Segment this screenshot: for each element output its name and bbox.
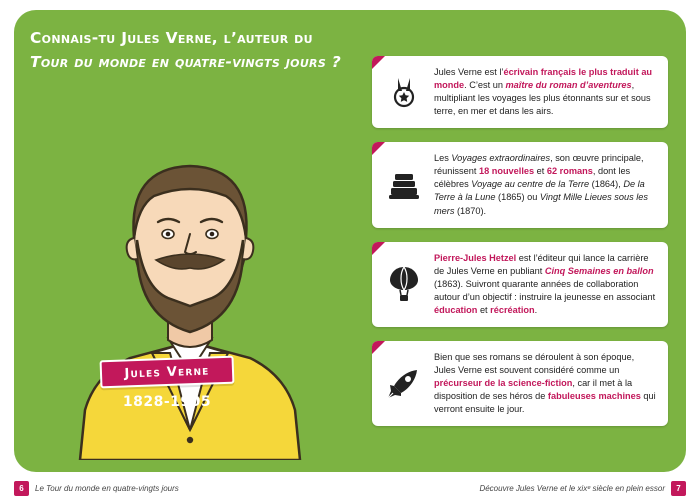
books-icon: [384, 165, 424, 205]
page-title-line-2: Tour du monde en quatre-vingts jours ?: [30, 53, 342, 72]
footer-left-text: Le Tour du monde en quatre-vingts jours: [35, 484, 179, 493]
info-card-text: Les Voyages extraordinaires, son œuvre principale, réunissent 18 nouvelles et 62 romans, dont les célèbres Voyage au centre de la Terre (1864), De la Terre à la Lune (1865) ou Vingt Mille Lieues sous les mers (1870).: [434, 153, 649, 216]
page-title-line-1: Connais-tu Jules Verne, l’auteur du: [30, 29, 313, 47]
corner-fold-icon: [372, 242, 385, 255]
info-cards-column: [372, 56, 668, 440]
footer-right: [479, 481, 686, 496]
info-card: [372, 341, 668, 426]
page-number-left: 6: [14, 481, 29, 496]
corner-fold-icon: [372, 142, 385, 155]
info-card: [372, 242, 668, 327]
corner-fold-icon: [372, 56, 385, 69]
info-card: [372, 56, 668, 128]
name-plaque: [100, 356, 235, 389]
footer-right-text: Découvre Jules Verne et le xixᵉ siècle en plein essor: [479, 484, 665, 493]
hot-air-balloon-icon: [384, 264, 424, 304]
info-card-text: Pierre-Jules Hetzel est l’éditeur qui lance la carrière de Jules Verne en publiant Cinq Semaines en ballon (1863). Suivront quarante années de collaboration autour d’un objectif : instruire la jeunesse en associant éducation et récréation.: [434, 252, 656, 315]
name-plaque-label: Jules Verne: [124, 363, 210, 381]
page-number-right: 7: [671, 481, 686, 496]
life-dates: 1828-1905: [122, 394, 212, 410]
footer-left: [14, 481, 179, 496]
info-card: [372, 142, 668, 227]
page-title: [30, 26, 350, 74]
info-card-text: Bien que ses romans se déroulent à son époque, Jules Verne est souvent considéré comme un précurseur de la science-fiction, car il met à la disposition de ses héros de fabuleuses machines qui verront ensuite le jour.: [434, 351, 656, 415]
medal-icon: [384, 72, 424, 112]
corner-fold-icon: [372, 341, 385, 354]
info-card-text: Jules Verne est l’écrivain français le plus traduit au monde. C’est un maître du roman d’aventures, multipliant les voyages les plus étonnants sur et sous terre, en mer et dans les airs.: [434, 67, 653, 117]
rocket-icon: [384, 364, 424, 404]
